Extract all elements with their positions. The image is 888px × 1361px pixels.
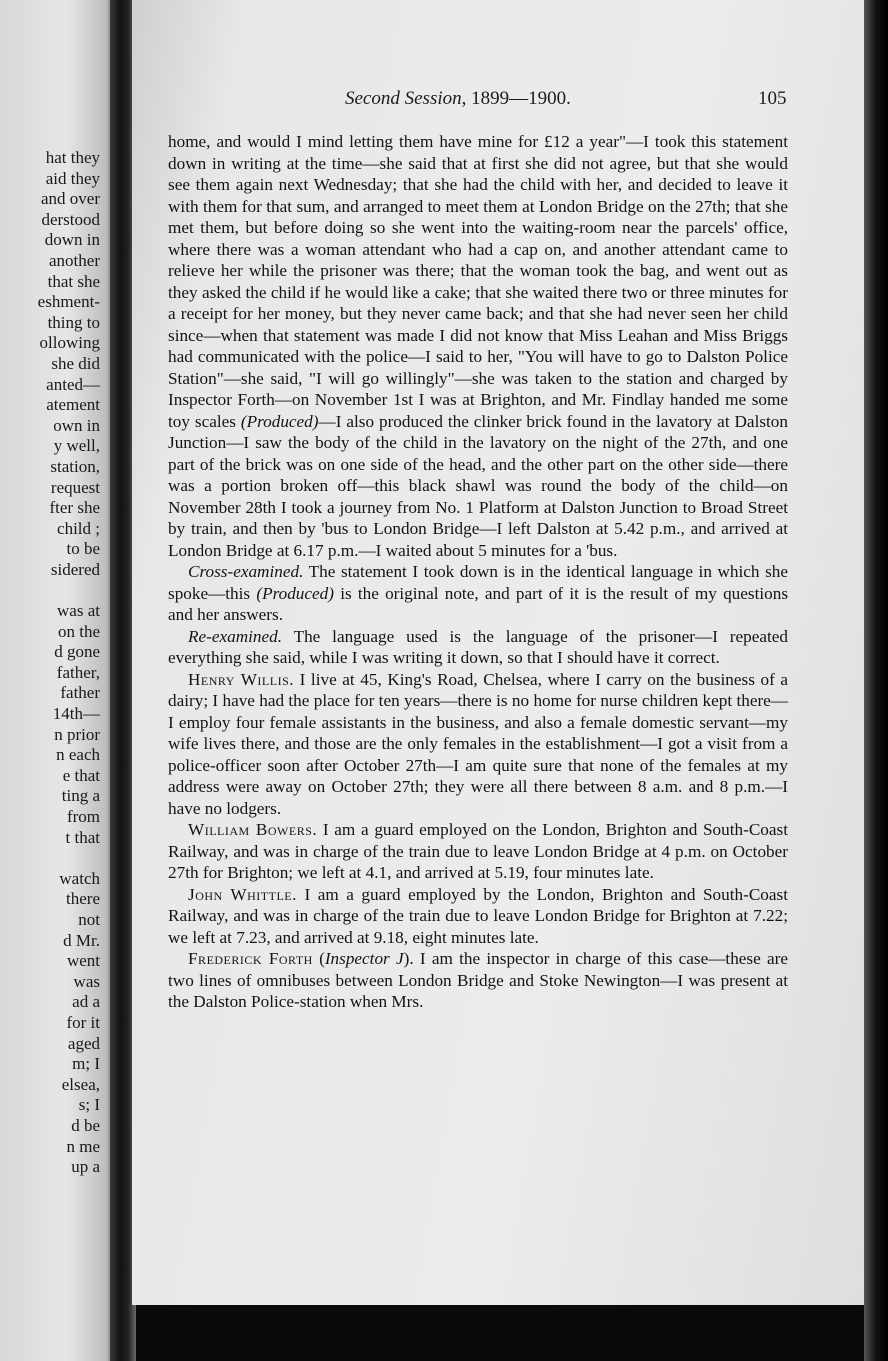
text-run: I live at 45, King's Road, Chelsea, where I carry on the business of a dairy; I have had the place for ten years—there is no home for nurse children kept there—I employ four female assistants in the business, and also a female domestic servant—my wife lives there, and those are the only females in the establishment—I got a visit from a police-officer soon after October 27th—I am quite sure that none of the females at my address were away on October 27th; they were all there between 8 a.m. and 8 p.m.—I have no lodgers. bbox=[168, 669, 789, 818]
left-page-line: aid they bbox=[45, 168, 100, 188]
paragraph-frederick-forth bbox=[168, 948, 788, 1013]
text-run-italic: (Produced) bbox=[240, 411, 319, 431]
left-page-line: anted— bbox=[46, 374, 100, 394]
left-page-line: station, bbox=[50, 456, 100, 476]
session-years: 1899—1900. bbox=[471, 88, 571, 109]
left-page-line: s; I bbox=[78, 1095, 100, 1115]
left-page-line: n prior bbox=[54, 724, 100, 744]
paragraph-john-whittle bbox=[168, 884, 788, 949]
paragraph-william-bowers bbox=[168, 819, 788, 884]
paragraph-re-examined bbox=[168, 626, 788, 669]
paragraph-henry-willis bbox=[168, 669, 788, 820]
left-page-line: d gone bbox=[54, 642, 100, 662]
left-page-line: up a bbox=[71, 1157, 100, 1177]
paragraph-testimony-continued bbox=[168, 131, 788, 561]
left-page-line: y well, bbox=[53, 436, 100, 456]
left-page-line: d Mr. bbox=[63, 930, 100, 950]
text-run: —I also produced the clinker brick found in the lavatory at Dalston Junction—I saw the body of the child in the lavatory on the night of the 27th, and one part of the brick was on one side of the head, and the other part on the other side—there was a portion broken off—this black shawl was round the body of the child—on November 28th I took a journey from No. 1 Platform at Dalston Junction to Broad Street by train, and then by 'bus to London Bridge—I left Dalston at 5.42 p.m., and arrived at London Bridge at 6.17 p.m.—I waited about 5 minutes for a 'bus. bbox=[168, 411, 788, 560]
left-page-line: eshment- bbox=[37, 292, 100, 312]
left-page bbox=[0, 0, 112, 1361]
left-page-line: to be bbox=[66, 539, 100, 559]
left-page-line: watch bbox=[59, 868, 100, 888]
left-page-line: another bbox=[49, 250, 100, 270]
left-page-line: n me bbox=[66, 1136, 100, 1156]
text-run-italic: (Produced) bbox=[256, 583, 334, 603]
cross-examined-label: Cross-examined. bbox=[188, 562, 304, 581]
running-header: Second Session, 1899—1900. bbox=[345, 88, 571, 109]
left-page-line: she did bbox=[51, 353, 100, 373]
text-run: I am the inspector in charge of this case—these are two lines of omnibuses between London Bridge and Stoke Newington—I was present at the Dalston Police-station when Mrs. bbox=[168, 949, 788, 1011]
witness-name: John Whittle. bbox=[188, 884, 297, 904]
left-page-line: was bbox=[73, 971, 100, 991]
left-page-line: fter she bbox=[49, 498, 100, 518]
left-page-line: d be bbox=[71, 1115, 100, 1135]
left-page-line: and over bbox=[40, 189, 100, 209]
left-page-line: m; I bbox=[72, 1054, 100, 1074]
left-page-text-fragments bbox=[0, 148, 100, 1178]
text-run: home, and would I mind letting them have mine for £12 a year"—I took this statement down in writing at the time—she said that at first she did not agree, but that she would see them again next Wednesday; that she had the child with her, and decided to leave it with them for that sum, and arranged to meet them at London Bridge on the 27th; that she met them, but before doing so she went into the waiting-room near the parcels' office, where there was a woman attendant who had a cap on, and another attendant came to relieve her while the prisoner was there; that the woman took the bag, and went out as they asked the child if he would like a cake; that she waited there two or three minutes for a receipt for her money, but they never came back; and that she had never seen her child since—when that statement was made I did not know that Miss Leahan and Miss Briggs had communicated with the police—I said to her, "You will have to go to Dalston Police Station"—she said, "I will go willingly"—she was taken to the station and charged by Inspector Forth—on November 1st I was at Brighton, and Mr. Findlay handed me some toy scales bbox=[168, 132, 788, 431]
left-page-line: own in bbox=[53, 415, 100, 435]
left-page-line: hat they bbox=[45, 148, 100, 167]
left-page-line: aged bbox=[67, 1033, 100, 1053]
left-page-line: elsea, bbox=[61, 1074, 100, 1094]
witness-name: Henry Willis. bbox=[188, 669, 295, 689]
paragraph-cross-examined bbox=[168, 561, 788, 626]
session-title: Second Session bbox=[345, 88, 462, 109]
left-page-line: sidered bbox=[50, 559, 100, 579]
left-page-line: not bbox=[78, 909, 100, 929]
text-run: The statement I took down is in the identical language in which she spoke—this bbox=[168, 562, 788, 603]
left-page-line: father bbox=[60, 683, 100, 703]
left-page-line bbox=[0, 580, 100, 601]
text-run: I am a guard employed by the London, Brighton and South-Coast Railway, and was in charge of the train due to leave London Bridge for Brighton at 7.22; we left at 7.23, and arrived at 9.18, eight minutes late. bbox=[168, 884, 788, 947]
left-page-line bbox=[0, 848, 100, 869]
left-page-line: went bbox=[66, 951, 100, 971]
page-body bbox=[168, 131, 788, 1013]
left-page-line: on the bbox=[57, 621, 100, 641]
left-page-line: 14th— bbox=[52, 704, 100, 724]
left-page-line: there bbox=[66, 889, 100, 909]
re-examined-label: Re-examined. bbox=[188, 626, 283, 646]
left-page-line: e that bbox=[62, 765, 100, 785]
left-page-line: n each bbox=[56, 745, 100, 765]
left-page-line: for it bbox=[66, 1012, 100, 1032]
left-page-line: derstood bbox=[41, 209, 100, 229]
left-page-line: down in bbox=[44, 230, 100, 250]
left-page-line: was at bbox=[57, 601, 100, 621]
left-page-line: father, bbox=[56, 662, 100, 682]
left-page-line: thing to bbox=[47, 312, 100, 332]
left-page-line: that she bbox=[47, 271, 100, 291]
left-page-line: t that bbox=[65, 827, 100, 847]
left-page-line: atement bbox=[46, 395, 100, 415]
text-run: The language used is the language of the prisoner—I repeated everything she said, while I was writing it down, so that I should have it correct. bbox=[168, 626, 788, 667]
left-page-line: ollowing bbox=[39, 333, 100, 353]
witness-name: William Bowers. bbox=[188, 820, 318, 839]
witness-rank: Inspector J bbox=[324, 949, 404, 968]
page-edge-shadow bbox=[864, 0, 888, 1361]
page-number: 105 bbox=[758, 88, 787, 109]
left-page-line: request bbox=[50, 477, 100, 497]
text-run: ( bbox=[312, 949, 325, 968]
text-run: I am a guard employed on the London, Brighton and South-Coast Railway, and was in charge of the train due to leave London Bridge at 4 p.m. on October 27th for Brighton; we left at 4.1, and arrived at 5.19, four minutes late. bbox=[168, 820, 788, 882]
left-page-line: ad a bbox=[72, 992, 100, 1012]
text-run: ). bbox=[403, 949, 414, 968]
left-page-line: ting a bbox=[61, 786, 100, 806]
left-page-line: child ; bbox=[57, 518, 100, 538]
witness-name: Frederick Forth bbox=[188, 949, 313, 968]
left-page-line: from bbox=[66, 807, 100, 826]
text-run: is the original note, and part of it is the result of my questions and her answers. bbox=[168, 583, 789, 624]
